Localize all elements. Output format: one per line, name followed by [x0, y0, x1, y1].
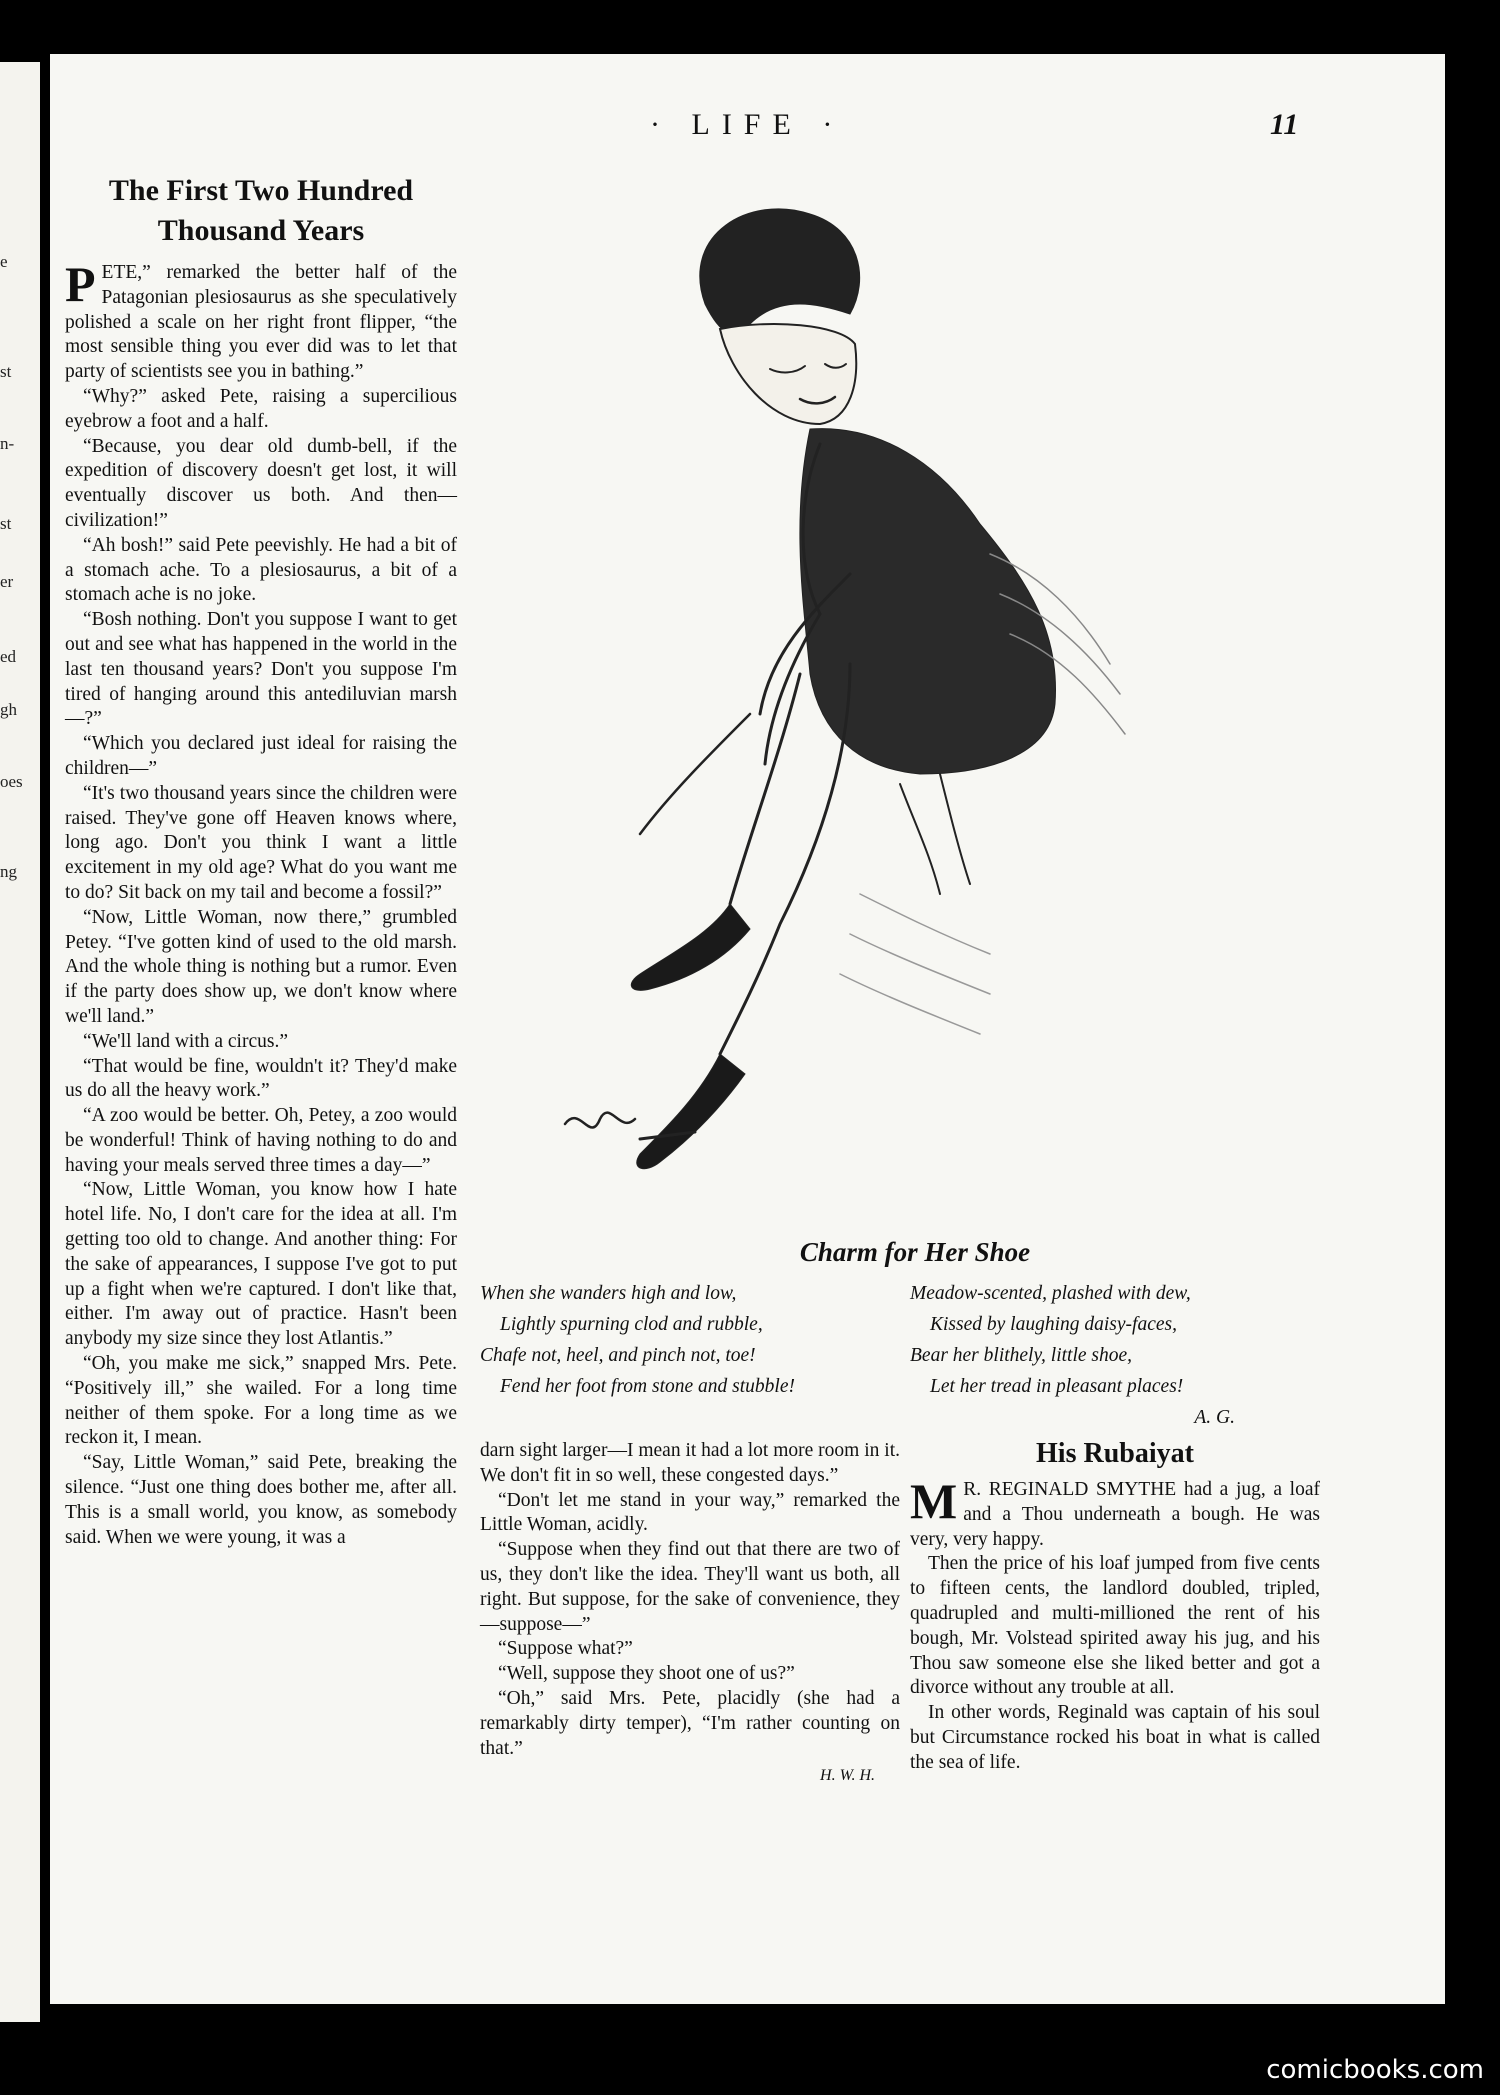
paragraph: “Now, Little Woman, now there,” grumbled Petey. “I've gotten kind of used to the old marsh. And the whole thing is nothing but a rumor. Even if the party does show up, we don't know where we'll land.”: [65, 906, 457, 1027]
poem-line: Let her tread in pleasant places!: [930, 1376, 1184, 1397]
paragraph: “Why?” asked Pete, raising a supercilious eyebrow a foot and a half.: [65, 385, 457, 432]
paragraph: PETE,” remarked the better half of the Patagonian plesiosaurus as she speculatively polished a scale on her right front flipper, “the most sensible thing you ever did was to let that party of scientists see you in bathing.”: [65, 256, 457, 383]
poem-line: Fend her foot from stone and stubble!: [500, 1376, 795, 1397]
paragraph: “Ah bosh!” said Pete peevishly. He had a bit of a stomach ache. To a plesiosaurus, a bit of a stomach ache is no joke.: [65, 534, 457, 606]
woman-sketch: [565, 209, 1125, 1169]
poem-stanza-left: [480, 1278, 910, 1402]
poem-stanza-right: [910, 1278, 1340, 1433]
paragraph: “Don't let me stand in your way,” remarked the Little Woman, acidly.: [480, 1489, 900, 1536]
drop-cap: M: [910, 1473, 958, 1529]
strip-fragment: oes: [0, 772, 23, 791]
paragraph: In other words, Reginald was captain of his soul but Circumstance rocked his boat in what is called the sea of life.: [910, 1702, 1320, 1773]
paragraph: “A zoo would be better. Oh, Petey, a zoo would be wonderful! Think of having nothing to do and having your meals served three times a day—”: [65, 1105, 457, 1176]
article-title: The First Two Hundred Thousand Years: [108, 174, 414, 247]
illustration-woman-shoe: [520, 194, 1240, 1214]
article-body: [480, 1439, 900, 1761]
poem-line: Meadow-scented, plashed with dew,: [910, 1283, 1191, 1304]
artist-signature: [565, 1113, 635, 1128]
paragraph: “Suppose what?”: [498, 1638, 633, 1660]
article-body: [65, 256, 457, 1550]
drop-cap: P: [65, 256, 96, 312]
paragraph: “Well, suppose they shoot one of us?”: [498, 1663, 795, 1685]
magazine-page: [50, 54, 1445, 2004]
poem-line: Bear her blithely, little shoe,: [910, 1345, 1133, 1366]
strip-fragment: e: [0, 252, 8, 271]
paragraph: “Oh,” said Mrs. Pete, placidly (she had a remarkably dirty temper), “I'm rather counting on that.”: [480, 1687, 900, 1759]
adjacent-page-strip: [0, 62, 40, 2022]
article-signature: H. W. H.: [820, 1767, 875, 1785]
watermark: comicbooks.com: [1266, 2055, 1484, 2085]
page-number: 11: [1270, 108, 1299, 141]
strip-fragment: er: [0, 572, 14, 591]
strip-fragment: st: [0, 362, 12, 381]
paragraph: darn sight larger—I mean it had a lot more room in it. We don't fit in so well, these congested days.”: [480, 1440, 900, 1486]
strip-fragment: ed: [0, 647, 17, 666]
article-continued: [480, 1439, 900, 1785]
paragraph: “We'll land with a circus.”: [83, 1030, 288, 1052]
poem-signature: A. G.: [1194, 1407, 1235, 1428]
paragraph: “Now, Little Woman, you know how I hate hotel life. No, I don't care for the idea at all. I'm getting too old to change. And another thing: For the sake of appearances, I suppose I've got to put up a fight when we're captured. I don't like that, either. I'm away out of practice. Hasn't been anybody my size since they lost Atlantis.”: [65, 1179, 457, 1350]
poem-line: Kissed by laughing daisy-faces,: [930, 1314, 1177, 1335]
strip-fragment: ng: [0, 862, 17, 881]
paragraph: M R. REGINALD SMYTHE had a jug, a loaf and a Thou underneath a bough. He was very, very happy.: [910, 1473, 1320, 1550]
page-header: [50, 108, 1445, 148]
masthead: · LIFE ·: [650, 108, 845, 141]
paragraph: “Oh, you make me sick,” snapped Mrs. Pete. “Positively ill,” she wailed. For a long time neither of them spoke. For a long time as we reckon it, I mean.: [65, 1353, 457, 1449]
article-first-two-hundred-thousand-years: [65, 171, 457, 1550]
poem-line: When she wanders high and low,: [480, 1283, 737, 1304]
article-his-rubaiyat: [910, 1436, 1320, 1776]
poem-line: Lightly spurning clod and rubble,: [500, 1314, 763, 1335]
paragraph: “Suppose when they find out that there are two of us, they don't like the idea. They'll want us both, all right. But suppose, for the sake of convenience, they—suppose—”: [480, 1539, 900, 1635]
strip-fragment: n-: [0, 434, 15, 453]
paragraph: “Bosh nothing. Don't you suppose I want to get out and see what has happened in the world in the last ten thousand years? Don't you suppose I'm tired of hanging around this antediluvian marsh—?”: [65, 609, 457, 730]
paragraph: “That would be fine, wouldn't it? They'd make us do all the heavy work.”: [65, 1055, 457, 1102]
article-body: [910, 1473, 1320, 1776]
paragraph: “Say, Little Woman,” said Pete, breaking the silence. “Just one thing does bother me, after all. This is a small world, you know, as somebody said. When we were young, it was a: [65, 1452, 457, 1548]
paragraph: Then the price of his loaf jumped from five cents to fifteen cents, the landlord doubled, tripled, quadrupled and multi-millioned the rent of his bough, Mr. Volstead spirited away his jug, and his Thou saw someone else she liked better and got a divorce without any trouble at all.: [910, 1553, 1320, 1699]
article-title: His Rubaiyat: [1036, 1438, 1194, 1469]
poem-line: Chafe not, heel, and pinch not, toe!: [480, 1345, 756, 1366]
paragraph: “Because, you dear old dumb-bell, if the expedition of discovery doesn't get lost, it will eventually discover us both. And then—civilization!”: [65, 435, 457, 531]
strip-fragment: st: [0, 514, 12, 533]
strip-fragment: gh: [0, 700, 17, 719]
paragraph: “It's two thousand years since the children were raised. They've gone off Heaven knows where, long ago. Don't you think I want a little excitement in my old age? What do you want me to do? Sit back on my tail and become a fossil?”: [65, 782, 457, 903]
paragraph: “Which you declared just ideal for raising the children—”: [65, 733, 457, 779]
poem-title: Charm for Her Shoe: [799, 1237, 1031, 1267]
